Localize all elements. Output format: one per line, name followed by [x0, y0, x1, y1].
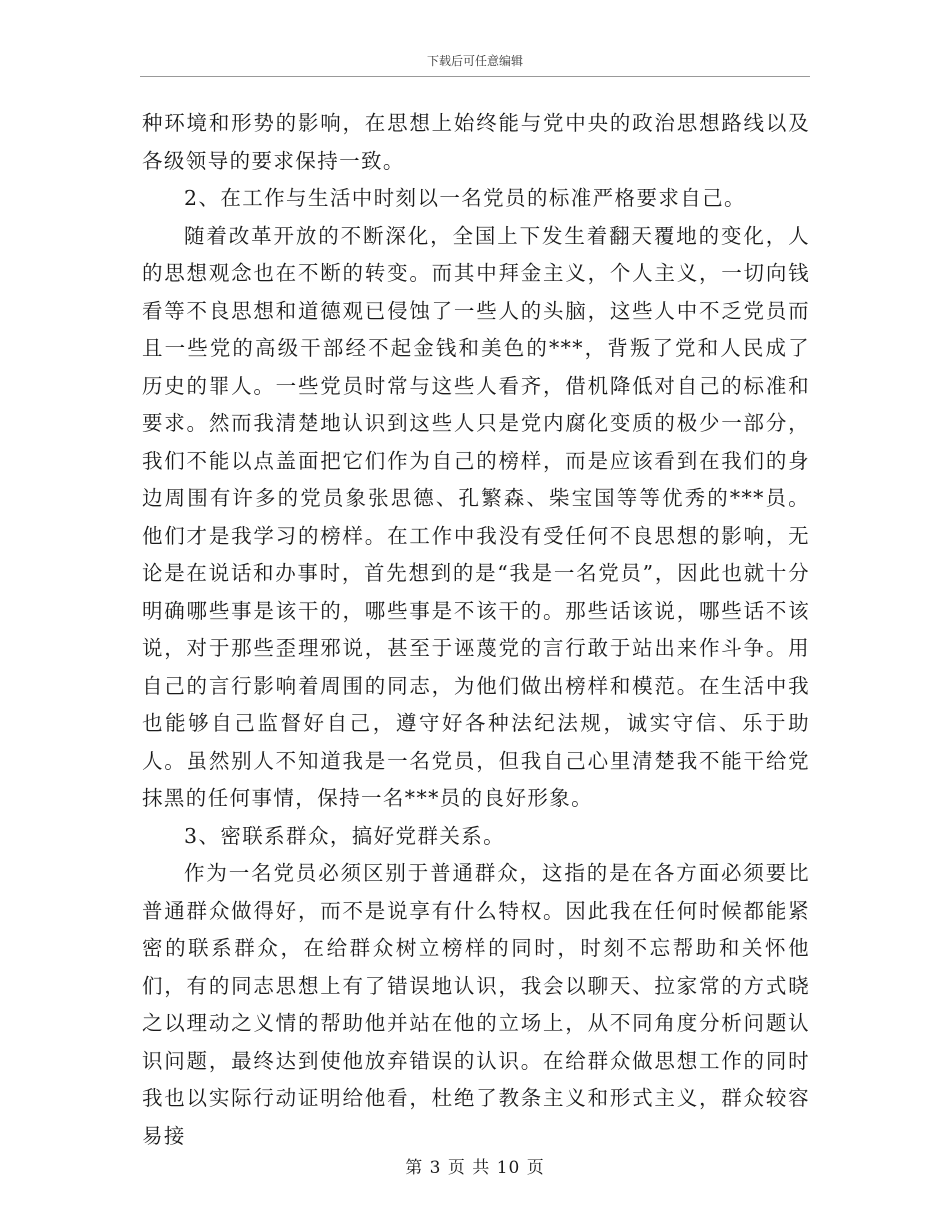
page-header: 下载后可任意编辑 — [426, 54, 523, 68]
document-body — [142, 105, 810, 1155]
section-heading-3: 3、密联系群众，搞好党群关系。 — [184, 823, 506, 848]
header-divider — [140, 76, 810, 77]
page-number: 第 3 页 共 10 页 — [405, 1158, 545, 1178]
paragraph-2: 随着改革开放的不断深化，全国上下发生着翻天覆地的变化，人的思想观念也在不断的转变。而其中拜金主义，个人主义，一切向钱看等不良思想和道德观已侵蚀了一些人的头脑，这些人中不乏党员而且一些党的高级干部经不起金钱和美色的***，背叛了党和人民成了历史的罪人。一些党员时常与这些人看齐，借机降低对自己的标准和要求。然而我清楚地认识到这些人只是党内腐化变质的极少一部分，我们不能以点盖面把它们作为自己的榜样，而是应该看到在我们的身边周围有许多的党员象张思德、孔繁森、柴宝国等等优秀的***员。他们才是我学习的榜样。在工作中我没有受任何不良思想的影响，无论是在说话和办事时，首先想到的是“我是一名党员”，因此也就十分明确哪些事是该干的，哪些事是不该干的。那些话该说，哪些话不该说，对于那些歪理邪说，甚至于诬蔑党的言行敢于站出来作斗争。用自己的言行影响着周围的同志，为他们做出榜样和模范。在生活中我也能够自己监督好自己，遵守好各种法纪法规，诚实守信、乐于助人。虽然别人不知道我是一名党员，但我自己心里清楚我不能干给党抹黑的任何事情，保持一名***员的良好形象。 — [142, 223, 810, 810]
section-heading-2: 2、在工作与生活中时刻以一名党员的标准严格要求自己。 — [184, 186, 746, 210]
paragraph-1: 种环境和形势的影响，在思想上始终能与党中央的政治思想路线以及各级领导的要求保持一致。 — [142, 111, 810, 173]
paragraph-3: 作为一名党员必须区别于普通群众，这指的是在各方面必须要比普通群众做得好，而不是说享有什么特权。因此我在任何时候都能紧密的联系群众，在给群众树立榜样的同时，时刻不忘帮助和关怀他们，有的同志思想上有了错误地认识，我会以聊天、拉家常的方式晓之以理动之义情的帮助他并站在他的立场上，从不同角度分析问题认识问题，最终达到使他放弃错误的认识。在给群众做思想工作的同时我也以实际行动证明给他看，杜绝了教条主义和形式主义，群众较容易接 — [142, 861, 810, 1148]
